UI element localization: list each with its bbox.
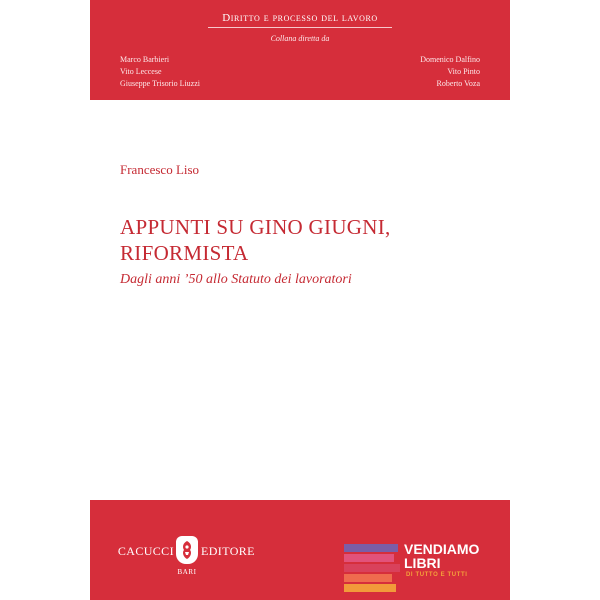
book-stripe (344, 584, 396, 592)
editor-name: Marco Barbieri (120, 55, 170, 64)
book-stripe (344, 574, 392, 582)
series-subtitle: Collana diretta da (270, 34, 330, 43)
badge-line1: VENDIAMO (404, 541, 480, 557)
publisher-name-left: CACUCCI (117, 544, 174, 558)
book-title-line: APPUNTI SU GINO GIUGNI, (120, 215, 391, 239)
badge-tagline: DI TUTTO E TUTTI (406, 572, 468, 578)
publisher-logo-icon (176, 536, 198, 564)
book-author: Francesco Liso (120, 162, 200, 177)
editors-right (420, 54, 480, 90)
editor-name: Giuseppe Trisorio Liuzzi (120, 79, 200, 88)
editor-name: Vito Leccese (120, 67, 162, 76)
books-stack-icon (344, 540, 400, 596)
badge-line2: LIBRI (404, 555, 441, 571)
publisher-name-right: EDITORE (201, 544, 255, 558)
book-stripe (344, 564, 400, 572)
publisher-band (90, 500, 510, 600)
book-stripe (344, 544, 398, 552)
book-stripe (344, 554, 394, 562)
editor-name: Domenico Dalfino (420, 55, 480, 64)
editor-name: Vito Pinto (447, 67, 480, 76)
publisher-city: BARI (177, 568, 197, 576)
series-divider (208, 27, 392, 28)
book-subtitle: Dagli anni ’50 allo Statuto dei lavoratori (120, 272, 352, 287)
badge-label (404, 542, 479, 570)
book-title (120, 214, 480, 266)
vendiamo-libri-badge (344, 540, 504, 596)
editor-name: Roberto Voza (436, 79, 480, 88)
book-cover (90, 0, 510, 600)
series-band (90, 0, 510, 100)
editors-left (120, 54, 200, 90)
book-title-line: RIFORMISTA (120, 241, 249, 265)
series-title: Diritto e processo del lavoro (222, 12, 378, 24)
